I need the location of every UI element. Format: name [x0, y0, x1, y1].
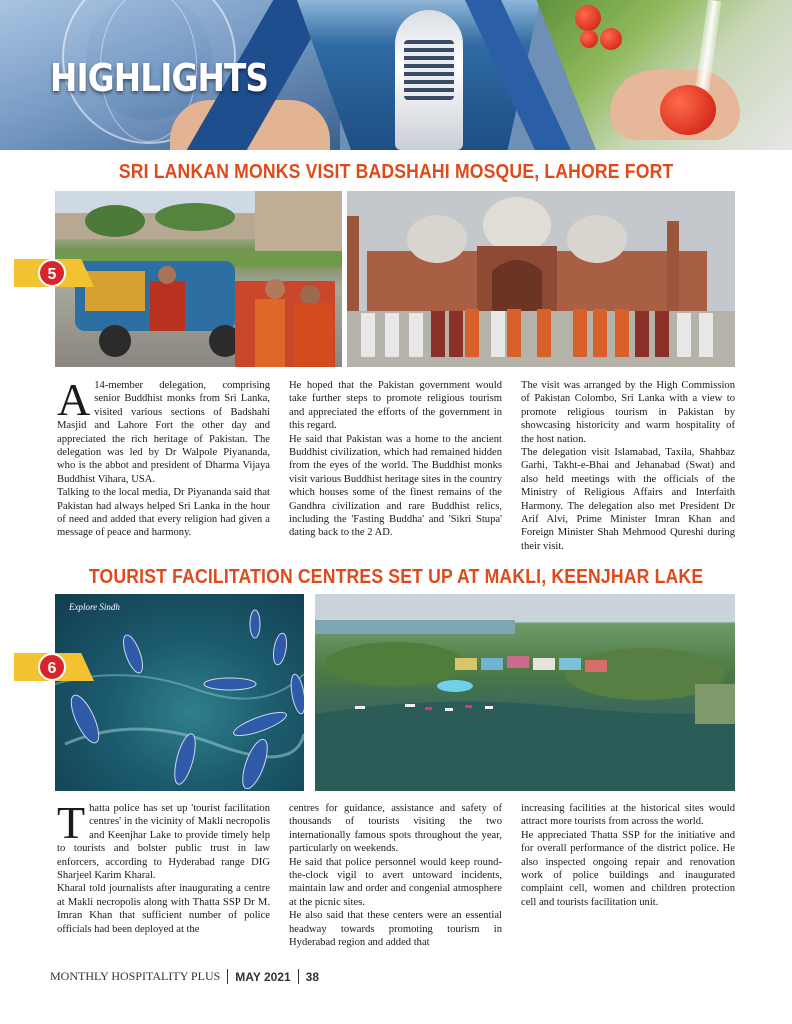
highlights-banner	[0, 0, 792, 150]
footer-divider	[298, 969, 299, 984]
story-6-column-3	[521, 802, 735, 909]
monks-rickshaw-photo	[55, 191, 342, 367]
story-6-paragraph: He also said that these centers were an essential headway towards promoting tourism in Hyderabad region and added that	[289, 910, 502, 949]
story-6-paragraph: He said that police personnel would keep round-the-clock vigil to avert untoward incidents, maintain law and order and congenial atmosphere at the picnic sites.	[289, 856, 502, 908]
story-6-headline: TOURIST FACILITATION CENTRES SET UP AT MAKLI, KEENJHAR LAKE	[88, 566, 704, 588]
tomato-graphic	[600, 28, 622, 50]
story-5-column-2	[289, 379, 502, 540]
cruise-ship-deck	[404, 40, 454, 100]
issue-date: MAY 2021	[235, 969, 291, 984]
makli-resort-aerial-photo	[315, 594, 735, 791]
story-5-paragraph: He hoped that the Pakistan government would take further steps to promote religious tourism and appreciated the efforts of the government in this regard.	[289, 380, 502, 432]
story-6-paragraph: hatta police has set up 'tourist facilitation centres' in the vicinity of Makli necropolis and Keenjhar Lake to provide timely help to tourists and bolster public trust in law enforcers, according to Hyderabad range DIG Sharjeel Karim Kharal.	[57, 803, 270, 882]
story-6-paragraph: increasing facilities at the historical sites would attract more tourists from across the world.	[521, 803, 735, 828]
story-5-number: 5	[38, 259, 66, 287]
publication-name: MONTHLY HOSPITALITY PLUS	[50, 969, 221, 983]
story-6-dropcap: T	[57, 797, 86, 848]
banner-title: HIGHLIGHTS	[50, 56, 269, 100]
boats-aerial-illustration	[55, 594, 304, 791]
photo-caption: Explore Sindh	[69, 602, 120, 612]
story-5-paragraph: 14-member delegation, comprising senior Buddhist monks from Sri Lanka, visited various sections of Badshahi Masjid and Lahore Fort the other day and appreciated the rich heritage of Pakistan. The delegation was led by Dr Walpole Piyananda, who is the abbot and president of Dharma Vijaya Buddhist Vihara, USA.	[57, 380, 270, 485]
badshahi-mosque-illustration	[347, 191, 735, 367]
tomato-graphic	[575, 5, 601, 31]
story-6-paragraph: Kharal told journalists after inaugurating a centre at Makli necropolis along with Thatta SSP Dr M. Imran Khan that sufficient number of police officials had been deployed at the	[57, 883, 270, 935]
story-5-paragraph: The visit was arranged by the High Commission of Pakistan Colombo, Sri Lanka with a view to promote religious tourism in Pakistan by showcasing historicity and warm hospitality of the host nation.	[521, 380, 735, 445]
keenjhar-boats-aerial-photo	[55, 594, 304, 791]
story-6-column-1	[57, 797, 270, 936]
story-5-paragraph: The delegation visit Islamabad, Taxila, Shahbaz Garhi, Takht-e-Bhai and Jehanabad (Swat) and also held meetings with the officials of the Ministry of Religious Affairs and Interfaith Harmony. The delegation also met President Dr Arif Alvi, Prime Minister Imran Khan and Foreign Minister Shah Mehmood Qureshi during their visit.	[521, 447, 735, 552]
story-5-column-1	[57, 374, 270, 540]
monks-rickshaw-illustration	[55, 191, 342, 367]
story-5-dropcap: A	[57, 374, 91, 425]
story-6-column-2	[289, 802, 502, 949]
story-6-number: 6	[38, 653, 66, 681]
footer-divider	[227, 969, 228, 984]
story-5-column-3	[521, 379, 735, 553]
story-5-paragraph: He said that Pakistan was a home to the ancient Buddhist civilization, which had remained hidden from the eyes of the world. The Buddhist monks visit various Buddhist heritage sites in the country which houses some of the finest remains of the Gandhra civilization and rare Buddhist relics, including the 'Fasting Buddha' and 'Sikri Stupa' dating back to the 2 AD.	[289, 433, 502, 539]
tomato-graphic	[580, 30, 598, 48]
story-6-paragraph: He appreciated Thatta SSP for the initiative and for overall performance of the district police. He also inspected ongoing repair and renovation work of police buildings and inaugurated complaint cell, women and children protection cell and tourists facilitation unit.	[521, 829, 735, 908]
tomato-in-hand-graphic	[660, 85, 716, 135]
story-6-paragraph: centres for guidance, assistance and safety of thousands of tourists visiting the two internationally famous spots throughout the year, particularly on weekends.	[289, 803, 502, 855]
page-number: 38	[305, 969, 320, 984]
story-5-paragraph: Talking to the local media, Dr Piyananda said that Pakistan had always helped Sri Lanka in the hour of need and added that every religion had given a message of peace and harmony.	[57, 487, 270, 539]
resort-aerial-illustration	[315, 594, 735, 791]
badshahi-mosque-group-photo	[347, 191, 735, 367]
story-5-headline: SRI LANKAN MONKS VISIT BADSHAHI MOSQUE, LAHORE FORT	[118, 161, 674, 183]
page-footer	[50, 969, 319, 984]
